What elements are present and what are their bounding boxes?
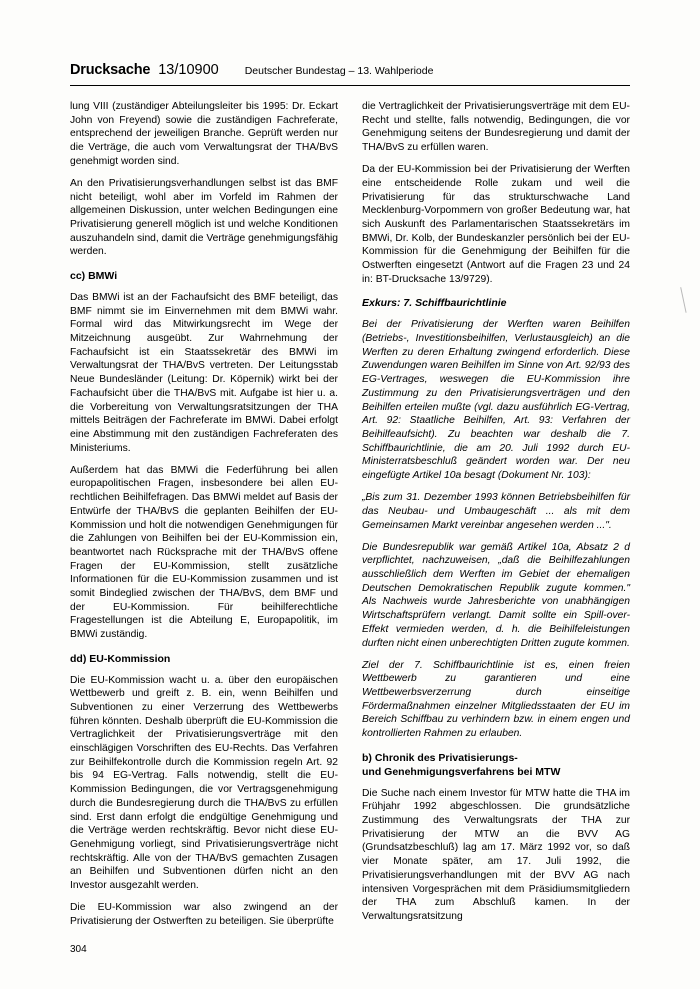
section-heading-b-line1: b) Chronik des Privatisierungs- (362, 751, 518, 764)
paragraph: die Vertraglichkeit der Privatisierungsverträge mit dem EU-Recht und stellte, falls notwendig, Bedingungen, die vor Genehmigung seitens der Bundesregierung und damit der THA/BvS zu erfüllen waren. (362, 101, 630, 154)
block-quote: „Bis zum 31. Dezember 1993 können Betriebsbeihilfen für das Neubau- und Umbaugeschäft ... als mit dem Gemeinsamen Markt vereinbar angesehen werden ...". (362, 492, 630, 531)
paragraph: lung VIII (zuständiger Abteilungsleiter bis 1995: Dr. Eckart John von Freyend) sowie die zuständigen Fachreferate, entsprechend der jeweiligen Branche. Geprüft werden nur die Verträge, die auch vom Verwaltungsrat der THA/BvS genehmigt worden sind. (70, 101, 338, 167)
header-right-text: Deutscher Bundestag – 13. Wahlperiode (244, 65, 434, 77)
section-heading-cc: cc) BMWi (70, 270, 118, 283)
two-column-body (70, 100, 630, 930)
left-column (70, 100, 338, 930)
section-heading-dd: dd) EU-Kommission (70, 652, 171, 665)
paragraph: Die Bundesrepublik war gemäß Artikel 10a, Absatz 2 d verpflichtet, nachzuweisen, „daß die Beihilfezahlungen ausschließlich dem Werften im Gebiet der ehemaligen Deutschen Demokratischen Republik zugute kommen." Als Nachweis wurde Jahresberichte von unabhängigen Wirtschaftsprüfern verlangt. Damit sollte ein Spill-over-Effekt vermieden werden, d. h. die Beihilfeleistungen durften nicht einen unberechtigten Dritten zugute kommen. (362, 541, 630, 649)
drucksache-label: Drucksache (70, 62, 151, 78)
paragraph: Das BMWi ist an der Fachaufsicht des BMF beteiligt, das BMF nimmt sie im Einvernehmen mit dem BMWi wahr. Formal wird das Mitwirkungsrecht im Wege der Mitzeichnung ausgeübt. Zur Wahrnehmung der Fachaufsicht ist ein Staatssekretär des BMWi im Verwaltungsrat der THA/BvS vertreten. Der Leitungsstab Neue Bundesländer (Leitung: Dr. Köpernik) wirkt bei der Fachaufsicht über die THA/BvS mit. Aufgabe ist hier u. a. die Vorbereitung von Verwaltungsratsitzungen der THA mittels Beiträgen der Fachreferate im BMWi. Dabei erfolgt eine Abstimmung mit den zuständigen Fachreferaten des Ministeriums. (70, 292, 338, 454)
paragraph: Außerdem hat das BMWi die Federführung bei allen europapolitischen Fragen, insbesondere bei allen EU-rechtlichen Beihilfefragen. Das BMWi meldet auf Basis der Entwürfe der THA/BvS die geplanten Beihilfen der EU-Kommission und holt die notwendigen Genehmigungen für die Zahlungen von Beihilfen bei der EU-Kommission ein, beantwortet nach Rücksprache mit der THA/BvS offene Fragen der EU-Kommission, stellt zusätzliche Informationen für die EU-Kommission zusammen und ist somit Bindeglied zwischen der THA/BvS, dem BMF und der EU-Kommission. Für beihilferechtliche Fragestellungen ist die Abteilung E, Europapolitik, im BMWi zuständig. (70, 464, 338, 641)
paragraph: An den Privatisierungsverhandlungen selbst ist das BMF nicht beteiligt, wohl aber im Vorfeld im Rahmen der allgemeinen Diskussion, unter welchen Bedingungen eine Privatisierung generell möglich ist und welche Konditionen auszuhandeln sind, damit die Verträge genehmigungsfähig werden. (70, 177, 338, 258)
paragraph: Die EU-Kommission war also zwingend an der Privatisierung der Ostwerften zu beteiligen. Sie überprüfte (70, 902, 338, 927)
page-edge-mark (670, 287, 686, 315)
drucksache-number: 13/10900 (158, 62, 219, 78)
paragraph: Die Suche nach einem Investor für MTW hatte die THA im Frühjahr 1992 abgeschlossen. Die grundsätzliche Zustimmung des Verwaltungsrats der THA zur Privatisierung der MTW an die BVV AG (Grundsatzbeschluß) lag am 17. März 1992 vor, so daß vier Monate später, am 17. Juli 1992, die Privatisierungsverhandlungen mit der BVV AG nach intensiven Vorgesprächen mit dem Präsidiumsmitgliedern der THA zum Abschluß kamen. In der Verwaltungsratsitzung (362, 787, 630, 922)
paragraph: Da der EU-Kommission bei der Privatisierung der Werften eine entscheidende Rolle zukam und weil die Privatisierung für das strukturschwache Land Mecklenburg-Vorpommern von großer Bedeutung war, hat sich Auskunft des Parlamentarischen Staatssekretärs im BMWi, Dr. Kolb, der Bundeskanzler persönlich bei der EU-Kommission für die Genehmigung der Beihilfen für die Ostwerften eingesetzt (Antwort auf die Fragen 23 und 24 in: BT-Drucksache 13/9729). (362, 164, 630, 285)
section-heading-b-line2: und Genehmigungsverfahrens bei MTW (362, 765, 561, 778)
page-number: 304 (70, 944, 87, 955)
section-heading-exkurs: Exkurs: 7. Schiffbaurichtlinie (362, 297, 507, 310)
page-header (70, 62, 630, 86)
paragraph: Ziel der 7. Schiffbaurichtlinie ist es, einen freien Wettbewerb zu garantieren und eine Wettbewerbsverzerrung durch einseitige Fördermaßnahmen einzelner Mitgliedsstaaten der EU im Bereich Schiffbau zu verhindern bzw. in einem engen und kontrollierten Rahmen zu erlauben. (362, 659, 630, 740)
paragraph: Bei der Privatisierung der Werften waren Beihilfen (Betriebs-, Investitionsbeihilfen, Verlustausgleich) an die Werften zu deren Erhaltung zwingend erforderlich. Diese Zuwendungen waren Beihilfen im Sinne von Art. 92/93 des EG-Vertrages, weswegen die EU-Kommission ihre Zustimmung zu den Privatisierungsverträgen und den Beihilfen erteilen mußte (vgl. dazu ausführlich EG-Vertrag, Art. 92: Staatliche Beihilfen, Art. 93: Verfahren der Beihilfeaufsicht). Zu beachten war deshalb die 7. Schiffbaurichtlinie, die am 20. Juli 1992 durch EU-Ministerratsbeschluß geändert worden war. Der neu eingefügte Artikel 10a besagt (Dokument Nr. 103): (362, 319, 630, 481)
right-column (362, 100, 630, 930)
paragraph: Die EU-Kommission wacht u. a. über den europäischen Wettbewerb und greift z. B. ein, wenn Beihilfen und Subventionen zu einer Verzerrung des Wettbewerbs führen könnten. Deshalb überprüft die EU-Kommission die Vertraglichkeit der Privatisierungsverträge mit den einschlägigen Vorschriften des EU-Rechts. Das Verfahren zur Beihilfekontrolle durch die Kommission regeln Art. 92 bis 94 EG-Vertrag. Falls notwendig, stellt die EU-Kommission Bedingungen, die vor Vertragsgenehmigung durch die Bundesregierung durch die THA/BvS zu erfüllen sind. Erst dann erfolgt die endgültige Genehmigung und die Verträge werden rechtskräftig. Bevor nicht diese EU-Genehmigung vorliegt, sind Privatisierungsverträge nicht rechtskräftig. Alle von der THA/BvS gemachten Zusagen an Beihilfen und Subventionen dürfen nicht an den Investor ausgezahlt werden. (70, 674, 338, 891)
section-heading-b (362, 752, 630, 780)
